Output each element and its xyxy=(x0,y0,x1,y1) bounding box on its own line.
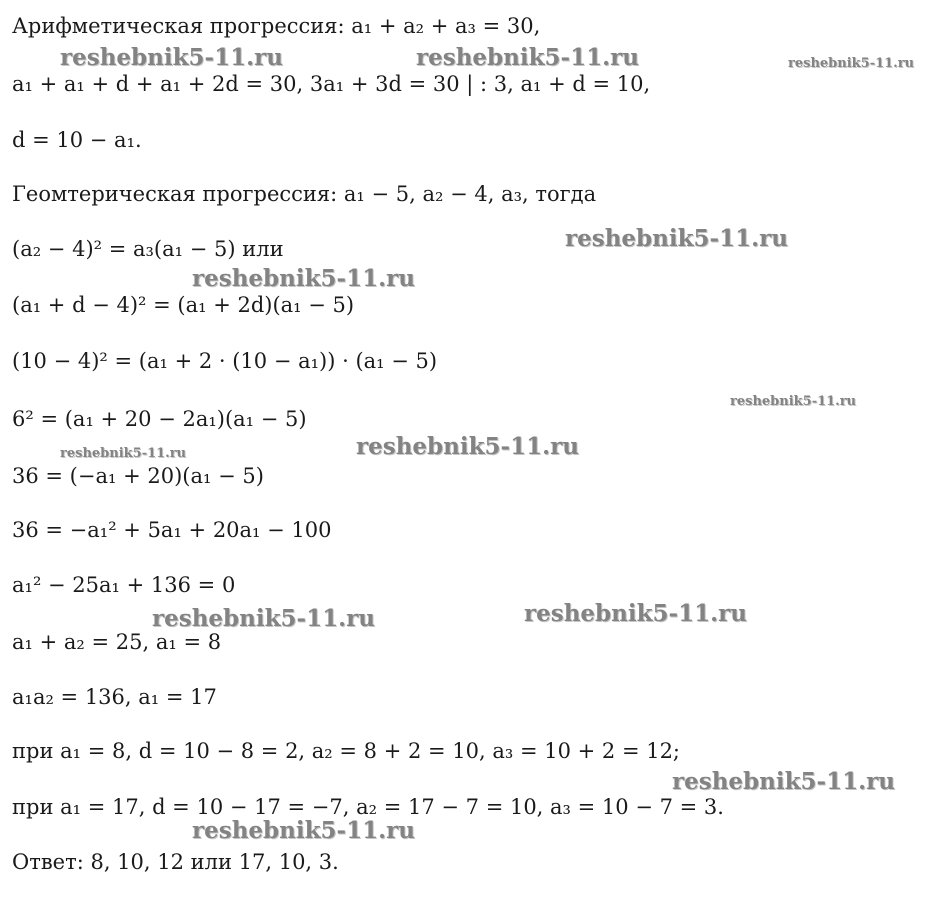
line-case-1: при a₁ = 8, d = 10 − 8 = 2, a₂ = 8 + 2 = 10, a₃ = 10 + 2 = 12; xyxy=(12,739,681,763)
watermark: reshebnik5-11.ru xyxy=(416,44,639,71)
watermark: reshebnik5-11.ru xyxy=(152,605,375,632)
line-quadratic: a₁² − 25a₁ + 136 = 0 xyxy=(12,573,236,597)
watermark: reshebnik5-11.ru xyxy=(192,817,415,844)
watermark: reshebnik5-11.ru xyxy=(788,56,915,71)
watermark: reshebnik5-11.ru xyxy=(60,44,283,71)
watermark: reshebnik5-11.ru xyxy=(524,600,747,627)
line-substitution-1: (a₁ + d − 4)² = (a₁ + 2d)(a₁ − 5) xyxy=(12,293,355,317)
line-simplify-2: 36 = (−a₁ + 20)(a₁ − 5) xyxy=(12,464,264,488)
line-geometric-condition: (a₂ − 4)² = a₃(a₁ − 5) или xyxy=(12,237,284,261)
line-simplify-1: 6² = (a₁ + 20 − 2a₁)(a₁ − 5) xyxy=(12,407,307,431)
line-d-expression: d = 10 − a₁. xyxy=(12,128,142,152)
line-vieta-product: a₁a₂ = 136, a₁ = 17 xyxy=(12,685,217,709)
watermark: reshebnik5-11.ru xyxy=(672,768,895,795)
line-arithmetic-progression: Арифметическая прогрессия: a₁ + a₂ + a₃ = 30, xyxy=(12,14,541,38)
watermark: reshebnik5-11.ru xyxy=(730,394,857,409)
line-vieta-sum: a₁ + a₂ = 25, a₁ = 8 xyxy=(12,630,222,654)
watermark: reshebnik5-11.ru xyxy=(60,446,187,461)
watermark: reshebnik5-11.ru xyxy=(356,433,579,460)
line-geometric-progression: Геомтерическая прогрессия: a₁ − 5, a₂ − 4, a₃, тогда xyxy=(12,182,597,206)
watermark: reshebnik5-11.ru xyxy=(192,265,415,292)
watermark: reshebnik5-11.ru xyxy=(565,225,788,252)
line-answer: Ответ: 8, 10, 12 или 17, 10, 3. xyxy=(12,850,339,874)
line-case-2: при a₁ = 17, d = 10 − 17 = −7, a₂ = 17 − 7 = 10, a₃ = 10 − 7 = 3. xyxy=(12,795,724,819)
line-expand: 36 = −a₁² + 5a₁ + 20a₁ − 100 xyxy=(12,518,332,542)
line-substitution-2: (10 − 4)² = (a₁ + 2 · (10 − a₁)) · (a₁ − 5) xyxy=(12,349,438,373)
line-sum-expansion: a₁ + a₁ + d + a₁ + 2d = 30, 3a₁ + 3d = 30 | : 3, a₁ + d = 10, xyxy=(12,72,651,96)
